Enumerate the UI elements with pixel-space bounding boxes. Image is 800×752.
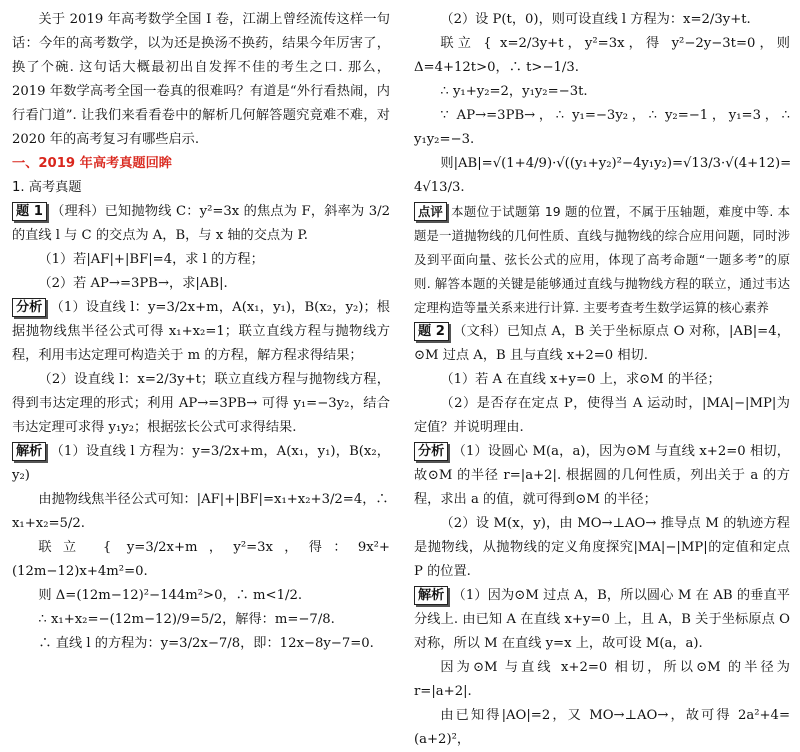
analysis-1-text: （1）设直线 l：y=3/2x+m，A(x₁，y₁)，B(x₂，y₂)；根据抛物线焦半径公式可得 x₁+x₂=1；联立直线方程与抛物线方程，利用韦达定理可构造关于 m 的方程，解方程求得结果； bbox=[12, 300, 390, 363]
solution-line-3: x₁+x₂=5/2. bbox=[12, 516, 85, 531]
analysis-q2-2: （2）设 M(x，y)，由 MO→⊥AO→ 推导点 M 的轨迹方程是抛物线，从抛物线的定义角度探究|MA|−|MP|的定值和定点 P 的位置. bbox=[414, 516, 790, 579]
analysis-q2-1 bbox=[414, 440, 790, 512]
solution-q2-tag: 解析 bbox=[414, 586, 448, 605]
analysis-q2-1-text: （1）设圆心 M(a，a)，因为⊙M 与直线 x+2=0 相切，故⊙M 的半径 r=|a+2|. 根据圆的几何性质，列出关于 a 的方程，求出 a 的值，就可得到⊙M 的半径； bbox=[414, 444, 790, 507]
question-1-part-1: （1）若|AF|+|BF|=4，求 l 的方程； bbox=[38, 252, 264, 267]
sub-title: 1. 高考真题 bbox=[12, 180, 82, 195]
right-line-1: （2）设 P(t，0)，则可设直线 l 方程为：x=2/3y+t. bbox=[440, 12, 751, 27]
solution-line-4: 联立 { y=3/2x+m，y²=3x，得：9x²+(12m−12)x+4m²=0. bbox=[12, 540, 390, 579]
question-2-part-1: （1）若 A 在直线 x+y=0 上，求⊙M 的半径； bbox=[440, 372, 721, 387]
question-1 bbox=[12, 200, 390, 248]
solution-1 bbox=[12, 440, 390, 488]
solution-line-6: ∴ x₁+x₂=−(12m−12)/9=5/2，解得：m=−7/8. bbox=[38, 612, 335, 627]
question-2-part-2: （2）是否存在定点 P，使得当 A 运动时，|MA|−|MP|为定值？并说明理由. bbox=[414, 396, 790, 435]
analysis-1 bbox=[12, 296, 390, 368]
solution-tag: 解析 bbox=[12, 442, 46, 461]
comment-tag: 点评 bbox=[414, 202, 447, 221]
analysis-tag: 分析 bbox=[12, 298, 46, 317]
intro-paragraph: 关于 2019 年高考数学全国 I 卷，江湖上曾经流传这样一句话：今年的高考数学，以为还是换汤不换药，结果今年厉害了，换了个碗. 这句话大概最初出自发挥不佳的考生之口. 那么，2019 年数学高考全国一卷真的很难吗？有道是“外行看热闹，内行看门道”. 让我们来看看卷中的解析几何解答题究竟难不难，对 2020 年的高考复习有哪些启示. bbox=[12, 12, 390, 147]
solution-q2-2: 因为⊙M 与直线 x+2=0 相切，所以⊙M 的半径为 r=|a+2|. bbox=[414, 660, 790, 699]
left-column bbox=[12, 8, 390, 656]
analysis-q2-tag: 分析 bbox=[414, 442, 448, 461]
solution-q2-1-text: （1）因为⊙M 过点 A，B，所以圆心 M 在 AB 的垂直平分线上. 由已知 A 在直线 x+y=0 上，且 A，B 关于坐标原点 O 对称，所以 M 在直线 y=x 上，故可设 M(a，a). bbox=[414, 588, 790, 651]
right-line-2: 联立 { x=2/3y+t，y²=3x，得 y²−2y−3t=0，则 Δ=4+12t>0，∴ t>−1/3. bbox=[414, 36, 790, 75]
question-2 bbox=[414, 320, 790, 368]
question-1-tag: 题 1 bbox=[12, 202, 47, 221]
solution-q2-3: 由已知得|AO|=2，又 MO→⊥AO→，故可得 2a²+4=(a+2)²， bbox=[414, 708, 790, 747]
solution-line-5: 则 Δ=(12m−12)²−144m²>0，∴ m<1/2. bbox=[38, 588, 303, 603]
section-title: 一、2019 年高考真题回眸 bbox=[12, 156, 172, 171]
question-1-part-2: （2）若 AP→=3PB→，求|AB|. bbox=[38, 276, 228, 291]
right-line-6: 4√13/3. bbox=[414, 180, 465, 195]
right-line-3: ∴ y₁+y₂=2，y₁y₂=−3t. bbox=[440, 84, 588, 99]
question-2-tag: 题 2 bbox=[414, 322, 449, 341]
right-line-5: 则|AB|=√(1+4/9)·√((y₁+y₂)²−4y₁y₂)=√13/3·√(4+12)= bbox=[440, 156, 792, 171]
solution-line-7: ∴ 直线 l 的方程为：y=3/2x−7/8，即：12x−8y−7=0. bbox=[38, 636, 374, 651]
solution-q2-1 bbox=[414, 584, 790, 656]
analysis-2: （2）设直线 l：x=2/3y+t；联立直线方程与抛物线方程，得到韦达定理的形式；利用 AP→=3PB→ 可得 y₁=−3y₂，结合韦达定理可求得 y₁y₂；根据弦长公式可求得结果. bbox=[12, 372, 390, 435]
question-1-text: （理科）已知抛物线 C：y²=3x 的焦点为 F，斜率为 3/2 的直线 l 与 C 的交点为 A，B，与 x 轴的交点为 P. bbox=[12, 204, 390, 243]
solution-line-2: 由抛物线焦半径公式可知：|AF|+|BF|=x₁+x₂+3/2=4，∴ bbox=[38, 492, 389, 507]
comment-text: 本题位于试题第 19 题的位置，不属于压轴题，难度中等. 本题是一道抛物线的几何性质、直线与抛物线的综合应用问题，同时涉及到平面向量、弦长公式的应用，体现了高考命题“一题多考”的原则. 解答本题的关键是能够通过直线与抛物线方程的联立，通过韦达定理构造等量关系来进行计算. 主要考查考生数学运算的核心素养 bbox=[414, 204, 790, 315]
right-column bbox=[414, 8, 790, 752]
solution-1-text: （1）设直线 l 方程为：y=3/2x+m，A(x₁，y₁)，B(x₂，y₂) bbox=[12, 444, 390, 483]
comment bbox=[414, 200, 790, 320]
right-line-4: ∵ AP→=3PB→，∴ y₁=−3y₂，∴ y₂=−1，y₁=3，∴ y₁y₂=−3. bbox=[414, 108, 790, 147]
question-2-text: （文科）已知点 A，B 关于坐标原点 O 对称，|AB|=4，⊙M 过点 A，B 且与直线 x+2=0 相切. bbox=[414, 324, 790, 363]
